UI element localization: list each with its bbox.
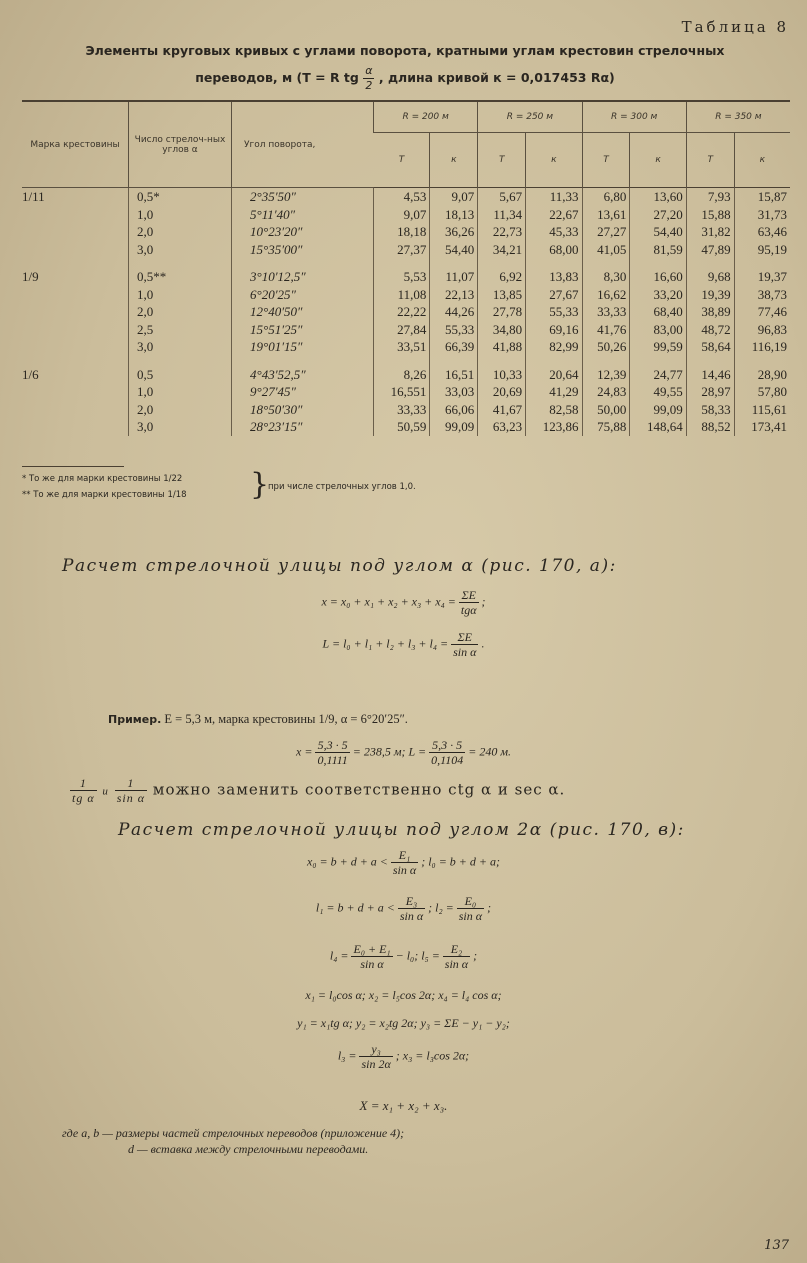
group-gap — [22, 258, 790, 268]
curve-elements-table — [22, 100, 790, 436]
header-r250: R = 250 м — [478, 101, 582, 133]
gap-cell — [686, 258, 734, 268]
cell-k: 68,40 — [630, 303, 686, 321]
cell-T: 6,80 — [582, 188, 630, 206]
gap-cell — [232, 356, 374, 366]
gap-cell — [582, 356, 630, 366]
cell-angle: 3°10′12,5″ — [232, 268, 374, 286]
cell-mark: 1/6 — [22, 366, 39, 382]
cell-k: 41,29 — [526, 383, 582, 401]
table-label: Таблица 8 — [681, 18, 789, 36]
cell-T: 11,08 — [374, 286, 430, 304]
cell-T: 88,52 — [686, 418, 734, 436]
table-row — [22, 268, 790, 286]
gap-cell — [374, 356, 430, 366]
table-row — [22, 383, 790, 401]
gap-cell — [734, 356, 790, 366]
cell-angle: 19°01′15″ — [232, 338, 374, 356]
cell-k: 49,55 — [630, 383, 686, 401]
cell-T: 4,53 — [374, 188, 430, 206]
cell-T: 27,84 — [374, 321, 430, 339]
cell-T: 10,33 — [478, 366, 526, 384]
cell-count: 0,5** — [129, 268, 232, 286]
cell-count: 1,0 — [129, 286, 232, 304]
cell-k: 77,46 — [734, 303, 790, 321]
cell-T: 18,18 — [374, 223, 430, 241]
cell-count: 0,5 — [129, 366, 232, 384]
cell-k: 66,06 — [430, 401, 478, 419]
formula-L: L = l₀ + l₁ + l₂ + l₃ + l₄ = $\frac{\Sigma E}{\text{sin α}}$ . — [322, 630, 485, 659]
cell-k: 115,61 — [734, 401, 790, 419]
cell-T: 58,64 — [686, 338, 734, 356]
cell-k: 18,13 — [430, 206, 478, 224]
gap-cell — [734, 258, 790, 268]
cell-k: 123,86 — [526, 418, 582, 436]
cell-T: 34,21 — [478, 241, 526, 259]
cell-T: 63,23 — [478, 418, 526, 436]
cell-mark: 1/9 — [22, 269, 39, 284]
cell-k: 55,33 — [430, 321, 478, 339]
section1-heading: Расчет стрелочной улицы под углом α (рис. 170, а): — [62, 556, 617, 576]
cell-k: 38,73 — [734, 286, 790, 304]
page-number: 137 — [764, 1238, 789, 1253]
cell-T: 75,88 — [582, 418, 630, 436]
cell-count: 1,0 — [129, 206, 232, 224]
gap-cell — [526, 258, 582, 268]
cell-T: 22,22 — [374, 303, 430, 321]
cell-angle: 28°23′15″ — [232, 418, 374, 436]
example-label: Пример. — [108, 713, 162, 726]
where-line-1: где a, b — размеры частей стрелочных переводов (приложение 4); — [62, 1126, 405, 1140]
cell-k: 33,20 — [630, 286, 686, 304]
formula-row-2: l₁ = b + d + a < $\frac{\text{E₃}}{\text{sin α}}$ ; l₂ = $\frac{\text{E₀}}{\text{sin α}}$ ; — [315, 894, 492, 923]
cell-T: 20,69 — [478, 383, 526, 401]
cell-T: 16,551 — [374, 383, 430, 401]
table-row — [22, 206, 790, 224]
where-line-2: d — вставка между стрелочными переводами. — [128, 1142, 369, 1156]
cell-k: 28,90 — [734, 366, 790, 384]
cell-mark: 1/11 — [22, 189, 45, 204]
cell-k: 13,60 — [630, 188, 686, 206]
cell-k: 99,09 — [630, 401, 686, 419]
cell-T: 6,92 — [478, 268, 526, 286]
cell-k: 15,87 — [734, 188, 790, 206]
header-T: T — [398, 155, 405, 165]
section2-heading: Расчет стрелочной улицы под углом 2α (рис. 170, в): — [118, 820, 685, 840]
cell-T: 41,76 — [582, 321, 630, 339]
footnote-1: * То же для марки крестовины 1/22 — [22, 474, 183, 484]
example-line: Пример. E = 5,3 м, марка крестовины 1/9, α = 6°20′25″. — [108, 712, 408, 726]
cell-count: 2,0 — [129, 401, 232, 419]
title-fraction: $\frac{\alpha}{2}$ — [365, 64, 373, 92]
cell-T: 7,93 — [686, 188, 734, 206]
cell-k: 33,03 — [430, 383, 478, 401]
cell-T: 48,72 — [686, 321, 734, 339]
cell-T: 28,97 — [686, 383, 734, 401]
cell-T: 33,33 — [582, 303, 630, 321]
formula-row-6: l₃ = $\frac{\text{y₃}}{\sin 2\alpha}$ ; x₃ = l₃cos 2α; — [337, 1042, 470, 1071]
cell-k: 20,64 — [526, 366, 582, 384]
cell-T: 22,73 — [478, 223, 526, 241]
cell-T: 24,83 — [582, 383, 630, 401]
cell-T: 8,26 — [374, 366, 430, 384]
cell-count: 2,0 — [129, 303, 232, 321]
cell-k: 66,39 — [430, 338, 478, 356]
cell-T: 34,80 — [478, 321, 526, 339]
cell-T: 5,53 — [374, 268, 430, 286]
header-r200: R = 200 м — [374, 101, 478, 133]
cell-angle: 18°50′30″ — [232, 401, 374, 419]
cell-k: 83,00 — [630, 321, 686, 339]
cell-k: 16,60 — [630, 268, 686, 286]
cell-mark — [22, 223, 129, 241]
cell-T: 41,67 — [478, 401, 526, 419]
formula-row-1: x₀ = b + d + a < $\frac{\text{E₁}}{\text{sin α}}$ ; l₀ = b + d + a; — [307, 848, 500, 877]
cell-k: 81,59 — [630, 241, 686, 259]
footnote-side-text: при числе стрелочных углов 1,0. — [268, 482, 416, 492]
header-k: к — [526, 133, 582, 188]
cell-T: 50,26 — [582, 338, 630, 356]
table-row — [22, 338, 790, 356]
cell-k: 31,73 — [734, 206, 790, 224]
cell-mark — [22, 401, 129, 419]
cell-count: 2,0 — [129, 223, 232, 241]
cell-k: 116,19 — [734, 338, 790, 356]
group-gap — [22, 356, 790, 366]
cell-mark — [22, 241, 129, 259]
cell-k: 148,64 — [630, 418, 686, 436]
cell-T: 9,07 — [374, 206, 430, 224]
cell-T: 47,89 — [686, 241, 734, 259]
cell-angle: 10°23′20″ — [232, 223, 374, 241]
cell-T: 11,34 — [478, 206, 526, 224]
header-k: к — [630, 133, 686, 188]
header-r350: R = 350 м — [686, 101, 790, 133]
cell-count: 3,0 — [129, 418, 232, 436]
cell-k: 54,40 — [630, 223, 686, 241]
gap-cell — [430, 356, 478, 366]
gap-cell — [430, 258, 478, 268]
cell-T: 14,46 — [686, 366, 734, 384]
cell-mark — [22, 303, 129, 321]
table-row — [22, 401, 790, 419]
cell-angle: 6°20′25″ — [232, 286, 374, 304]
cell-angle: 4°43′52,5″ — [232, 366, 374, 384]
cell-k: 69,16 — [526, 321, 582, 339]
cell-count: 0,5* — [129, 188, 232, 206]
cell-angle: 12°40′50″ — [232, 303, 374, 321]
gap-cell — [582, 258, 630, 268]
cell-k: 45,33 — [526, 223, 582, 241]
footnote-2: ** То же для марки крестовины 1/18 — [22, 490, 187, 500]
cell-k: 57,80 — [734, 383, 790, 401]
header-T: T — [582, 133, 630, 188]
cell-k: 68,00 — [526, 241, 582, 259]
cell-T: 50,00 — [582, 401, 630, 419]
cell-mark — [22, 418, 129, 436]
cell-angle: 9°27′45″ — [232, 383, 374, 401]
cell-T: 9,68 — [686, 268, 734, 286]
gap-cell — [374, 258, 430, 268]
table-row — [22, 321, 790, 339]
header-T: T — [478, 133, 526, 188]
cell-k: 82,58 — [526, 401, 582, 419]
table-body — [22, 188, 790, 436]
cell-T: 41,05 — [582, 241, 630, 259]
cell-k: 27,20 — [630, 206, 686, 224]
cell-k: 99,59 — [630, 338, 686, 356]
cell-T: 31,82 — [686, 223, 734, 241]
cell-count: 1,0 — [129, 383, 232, 401]
cell-k: 36,26 — [430, 223, 478, 241]
cell-T: 38,89 — [686, 303, 734, 321]
cell-T: 8,30 — [582, 268, 630, 286]
cell-T: 50,59 — [374, 418, 430, 436]
cell-count: 3,0 — [129, 241, 232, 259]
replace-line: $\frac{1}{\text{tg α}}$ и $\frac{1}{\text{sin α}}$ можно заменить соответственно ctg α и sec α. — [72, 776, 566, 805]
cell-k: 22,13 — [430, 286, 478, 304]
table-row — [22, 188, 790, 206]
cell-k: 22,67 — [526, 206, 582, 224]
cell-k: 16,51 — [430, 366, 478, 384]
example-formulas: x = $\frac{5,3 \cdot 5}{0,1111}$ = 238,5 м; L = $\frac{5,3 \cdot 5}{0,1104}$ = 240 м. — [296, 738, 511, 767]
cell-k: 95,19 — [734, 241, 790, 259]
cell-angle: 15°35′00″ — [232, 241, 374, 259]
cell-k: 96,83 — [734, 321, 790, 339]
table-title — [30, 38, 780, 93]
formula-row-4: x₁ = l₀cos α; x₂ = l₅cos 2α; x₄ = l₄ cos α; — [305, 988, 502, 1002]
cell-T: 16,62 — [582, 286, 630, 304]
cell-mark — [22, 383, 129, 401]
gap-cell — [22, 356, 129, 366]
cell-k: 9,07 — [430, 188, 478, 206]
gap-cell — [478, 356, 526, 366]
gap-cell — [478, 258, 526, 268]
formula-row-7: X = x₁ + x₂ + x₃. — [359, 1098, 448, 1113]
cell-T: 27,78 — [478, 303, 526, 321]
header-T: T — [686, 133, 734, 188]
cell-k: 13,83 — [526, 268, 582, 286]
gap-cell — [129, 258, 232, 268]
gap-cell — [129, 356, 232, 366]
gap-cell — [686, 356, 734, 366]
cell-k: 44,26 — [430, 303, 478, 321]
cell-T: 13,85 — [478, 286, 526, 304]
cell-mark — [22, 338, 129, 356]
cell-k: 19,37 — [734, 268, 790, 286]
cell-k: 11,07 — [430, 268, 478, 286]
header-k: к — [734, 133, 790, 188]
cell-T: 41,88 — [478, 338, 526, 356]
gap-cell — [22, 258, 129, 268]
cell-mark — [22, 321, 129, 339]
cell-T: 33,33 — [374, 401, 430, 419]
cell-T: 33,51 — [374, 338, 430, 356]
header-count: Число стрелоч-ных углов α — [129, 101, 232, 188]
title-line-1: Элементы круговых кривых с углами поворота, кратными углам крестовин стрелочных — [85, 43, 725, 58]
table-row — [22, 241, 790, 259]
cell-k: 24,77 — [630, 366, 686, 384]
cell-k: 55,33 — [526, 303, 582, 321]
formula-x: x = x₀ + x₁ + x₂ + x₃ + x₄ = $\frac{\Sigma E}{\text{tgα}}$ ; — [321, 588, 486, 617]
table-row — [22, 223, 790, 241]
cell-k: 27,67 — [526, 286, 582, 304]
formula-row-5: y₁ = x₁tg α; y₂ = x₂tg 2α; y₃ = ΣE − y₁ − y₂; — [297, 1016, 510, 1030]
gap-cell — [232, 258, 374, 268]
table-row — [22, 366, 790, 384]
cell-k: 173,41 — [734, 418, 790, 436]
cell-T: 27,37 — [374, 241, 430, 259]
cell-count: 3,0 — [129, 338, 232, 356]
gap-cell — [630, 356, 686, 366]
cell-k: 63,46 — [734, 223, 790, 241]
table-row — [22, 286, 790, 304]
cell-T: 58,33 — [686, 401, 734, 419]
header-mark: Марка крестовины — [22, 101, 129, 188]
cell-count: 2,5 — [129, 321, 232, 339]
cell-angle: 15°51′25″ — [232, 321, 374, 339]
cell-T: 19,39 — [686, 286, 734, 304]
cell-k: 82,99 — [526, 338, 582, 356]
title-line-2: переводов, м (T = R tg $\frac{\alpha}{2}$ , длина кривой к = 0,017453 Rα) — [195, 64, 615, 92]
table-row — [22, 303, 790, 321]
cell-k: 99,09 — [430, 418, 478, 436]
footnote-divider — [22, 466, 124, 467]
cell-angle: 5°11′40″ — [232, 206, 374, 224]
cell-T: 15,88 — [686, 206, 734, 224]
cell-T: 12,39 — [582, 366, 630, 384]
gap-cell — [630, 258, 686, 268]
gap-cell — [526, 356, 582, 366]
footnote-brace: } — [250, 467, 270, 502]
formula-row-3: l₄ = $\frac{\text{E₀ + E₁}}{\text{sin α}}$ − l₀; l₅ = $\frac{\text{E₂}}{\text{sin α}}$ ; — [329, 942, 478, 971]
cell-mark — [22, 206, 129, 224]
header-angle: Угол поворота, — [232, 101, 374, 188]
cell-T: 27,27 — [582, 223, 630, 241]
cell-T: 13,61 — [582, 206, 630, 224]
cell-angle: 2°35′50″ — [232, 188, 374, 206]
table-row — [22, 418, 790, 436]
cell-k: 11,33 — [526, 188, 582, 206]
cell-k: 54,40 — [430, 241, 478, 259]
cell-T: 5,67 — [478, 188, 526, 206]
cell-mark — [22, 286, 129, 304]
header-r300: R = 300 м — [582, 101, 686, 133]
header-k: к — [430, 133, 478, 188]
